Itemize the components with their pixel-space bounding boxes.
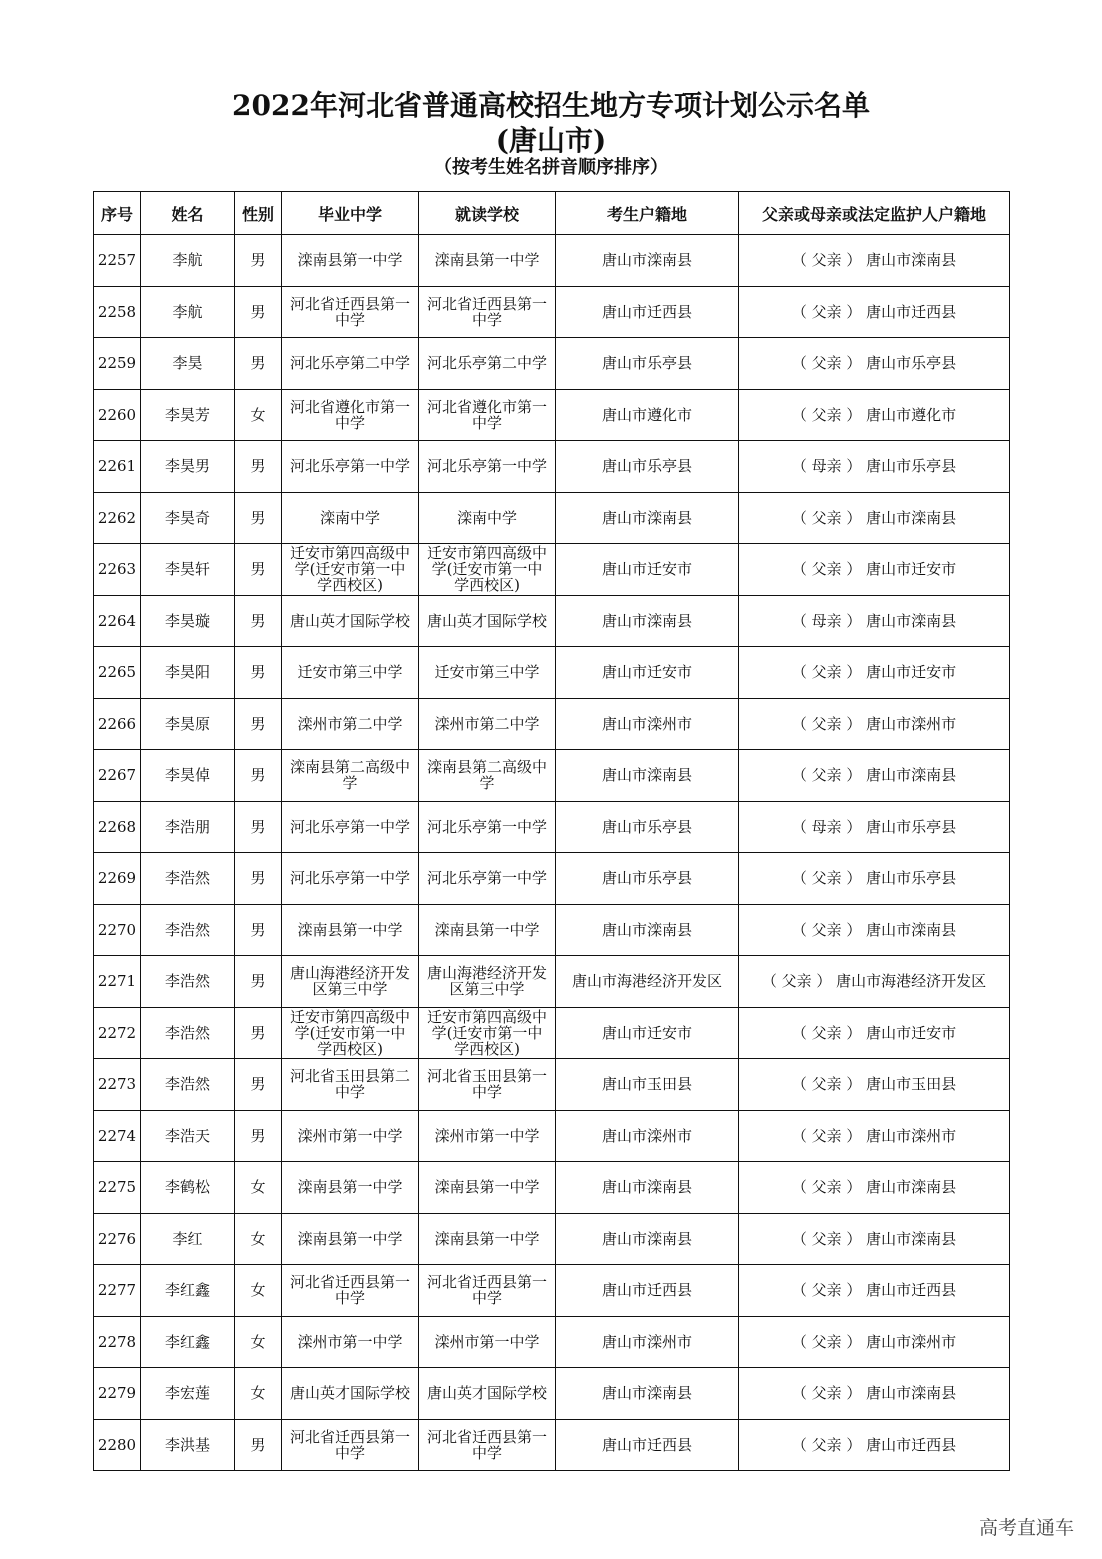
cell-gender: 男 xyxy=(235,698,282,750)
cell-gender: 男 xyxy=(235,647,282,699)
cell-no: 2271 xyxy=(94,956,141,1008)
cell-name: 李昊芳 xyxy=(141,389,235,441)
cell-no: 2272 xyxy=(94,1007,141,1059)
cell-hukou: 唐山市海港经济开发区 xyxy=(556,956,739,1008)
cell-hukou: 唐山市玉田县 xyxy=(556,1059,739,1111)
table-row xyxy=(94,1059,1010,1111)
cell-current-school: 河北省迁西县第一中学 xyxy=(419,286,556,338)
cell-no: 2269 xyxy=(94,853,141,905)
cell-no: 2276 xyxy=(94,1213,141,1265)
cell-no: 2262 xyxy=(94,492,141,544)
cell-gender: 男 xyxy=(235,235,282,287)
table-row xyxy=(94,235,1010,287)
sort-note: （按考生姓名拼音顺序排序） xyxy=(434,157,668,178)
table-row xyxy=(94,544,1010,596)
cell-gender: 女 xyxy=(235,1162,282,1214)
table-row xyxy=(94,1007,1010,1059)
table-row xyxy=(94,1316,1010,1368)
cell-gender: 女 xyxy=(235,389,282,441)
cell-guardian-hukou: （ 父亲 ） 唐山市玉田县 xyxy=(739,1059,1010,1111)
column-header-grad-school: 毕业中学 xyxy=(282,192,419,235)
cell-hukou: 唐山市滦南县 xyxy=(556,1213,739,1265)
cell-guardian-hukou: （ 父亲 ） 唐山市乐亭县 xyxy=(739,853,1010,905)
cell-no: 2260 xyxy=(94,389,141,441)
cell-gender: 女 xyxy=(235,1368,282,1420)
column-header-gender: 性别 xyxy=(235,192,282,235)
cell-no: 2277 xyxy=(94,1265,141,1317)
cell-current-school: 河北乐亭第一中学 xyxy=(419,801,556,853)
cell-hukou: 唐山市迁西县 xyxy=(556,1265,739,1317)
cell-gender: 女 xyxy=(235,1316,282,1368)
cell-current-school: 唐山海港经济开发区第三中学 xyxy=(419,956,556,1008)
cell-hukou: 唐山市迁安市 xyxy=(556,647,739,699)
cell-guardian-hukou: （ 父亲 ） 唐山市滦州市 xyxy=(739,1110,1010,1162)
cell-no: 2267 xyxy=(94,750,141,802)
cell-grad-school: 河北乐亭第一中学 xyxy=(282,441,419,493)
cell-current-school: 迁安市第四高级中学(迁安市第一中学西校区) xyxy=(419,1007,556,1059)
cell-guardian-hukou: （ 父亲 ） 唐山市滦南县 xyxy=(739,492,1010,544)
cell-name: 李昊轩 xyxy=(141,544,235,596)
page-subtitle: (唐山市) xyxy=(495,124,607,157)
table-row xyxy=(94,1419,1010,1471)
cell-hukou: 唐山市滦南县 xyxy=(556,750,739,802)
table-header xyxy=(94,192,1010,235)
cell-current-school: 迁安市第三中学 xyxy=(419,647,556,699)
cell-no: 2257 xyxy=(94,235,141,287)
cell-grad-school: 唐山英才国际学校 xyxy=(282,1368,419,1420)
cell-guardian-hukou: （ 父亲 ） 唐山市迁安市 xyxy=(739,1007,1010,1059)
cell-guardian-hukou: （ 父亲 ） 唐山市海港经济开发区 xyxy=(739,956,1010,1008)
column-header-no: 序号 xyxy=(94,192,141,235)
cell-gender: 男 xyxy=(235,286,282,338)
cell-guardian-hukou: （ 父亲 ） 唐山市迁西县 xyxy=(739,1265,1010,1317)
cell-guardian-hukou: （ 父亲 ） 唐山市滦州市 xyxy=(739,698,1010,750)
cell-hukou: 唐山市滦南县 xyxy=(556,1368,739,1420)
cell-guardian-hukou: （ 父亲 ） 唐山市滦州市 xyxy=(739,1316,1010,1368)
cell-gender: 男 xyxy=(235,492,282,544)
cell-current-school: 滦南县第一中学 xyxy=(419,904,556,956)
cell-no: 2259 xyxy=(94,338,141,390)
cell-name: 李昊阳 xyxy=(141,647,235,699)
cell-no: 2270 xyxy=(94,904,141,956)
cell-current-school: 河北省遵化市第一中学 xyxy=(419,389,556,441)
cell-guardian-hukou: （ 父亲 ） 唐山市滦南县 xyxy=(739,235,1010,287)
table-row xyxy=(94,698,1010,750)
cell-hukou: 唐山市迁安市 xyxy=(556,544,739,596)
cell-guardian-hukou: （ 母亲 ） 唐山市滦南县 xyxy=(739,595,1010,647)
cell-grad-school: 迁安市第四高级中学(迁安市第一中学西校区) xyxy=(282,544,419,596)
cell-hukou: 唐山市迁西县 xyxy=(556,1419,739,1471)
cell-guardian-hukou: （ 父亲 ） 唐山市遵化市 xyxy=(739,389,1010,441)
cell-hukou: 唐山市滦南县 xyxy=(556,904,739,956)
cell-grad-school: 滦南县第一中学 xyxy=(282,1162,419,1214)
cell-current-school: 迁安市第四高级中学(迁安市第一中学西校区) xyxy=(419,544,556,596)
cell-gender: 男 xyxy=(235,338,282,390)
cell-grad-school: 唐山英才国际学校 xyxy=(282,595,419,647)
cell-hukou: 唐山市滦南县 xyxy=(556,235,739,287)
cell-name: 李昊男 xyxy=(141,441,235,493)
cell-hukou: 唐山市遵化市 xyxy=(556,389,739,441)
cell-name: 李浩然 xyxy=(141,853,235,905)
cell-no: 2264 xyxy=(94,595,141,647)
cell-current-school: 滦南县第一中学 xyxy=(419,1213,556,1265)
cell-grad-school: 滦南中学 xyxy=(282,492,419,544)
cell-name: 李昊 xyxy=(141,338,235,390)
cell-guardian-hukou: （ 母亲 ） 唐山市乐亭县 xyxy=(739,801,1010,853)
cell-grad-school: 滦南县第一中学 xyxy=(282,235,419,287)
cell-guardian-hukou: （ 父亲 ） 唐山市乐亭县 xyxy=(739,338,1010,390)
cell-hukou: 唐山市乐亭县 xyxy=(556,801,739,853)
cell-guardian-hukou: （ 母亲 ） 唐山市乐亭县 xyxy=(739,441,1010,493)
cell-current-school: 河北乐亭第一中学 xyxy=(419,441,556,493)
cell-hukou: 唐山市滦南县 xyxy=(556,1162,739,1214)
table-row xyxy=(94,595,1010,647)
table-row xyxy=(94,389,1010,441)
cell-name: 李航 xyxy=(141,286,235,338)
cell-hukou: 唐山市滦州市 xyxy=(556,698,739,750)
cell-gender: 男 xyxy=(235,853,282,905)
cell-grad-school: 河北省玉田县第二中学 xyxy=(282,1059,419,1111)
table-row xyxy=(94,286,1010,338)
table-body xyxy=(94,235,1010,1471)
cell-hukou: 唐山市滦州市 xyxy=(556,1316,739,1368)
cell-hukou: 唐山市乐亭县 xyxy=(556,441,739,493)
page-title: 2022年河北省普通高校招生地方专项计划公示名单 xyxy=(232,89,870,122)
cell-current-school: 河北乐亭第一中学 xyxy=(419,853,556,905)
cell-name: 李昊原 xyxy=(141,698,235,750)
cell-hukou: 唐山市乐亭县 xyxy=(556,338,739,390)
cell-no: 2280 xyxy=(94,1419,141,1471)
cell-hukou: 唐山市迁安市 xyxy=(556,1007,739,1059)
table-row xyxy=(94,1162,1010,1214)
cell-current-school: 滦州市第一中学 xyxy=(419,1316,556,1368)
cell-grad-school: 河北乐亭第一中学 xyxy=(282,801,419,853)
cell-name: 李昊奇 xyxy=(141,492,235,544)
cell-guardian-hukou: （ 父亲 ） 唐山市迁安市 xyxy=(739,544,1010,596)
cell-no: 2266 xyxy=(94,698,141,750)
header-row xyxy=(94,192,1010,235)
cell-no: 2268 xyxy=(94,801,141,853)
cell-current-school: 滦南县第一中学 xyxy=(419,1162,556,1214)
cell-hukou: 唐山市乐亭县 xyxy=(556,853,739,905)
cell-name: 李宏莲 xyxy=(141,1368,235,1420)
cell-grad-school: 河北省迁西县第一中学 xyxy=(282,1265,419,1317)
cell-hukou: 唐山市滦南县 xyxy=(556,595,739,647)
column-header-guardian-hukou: 父亲或母亲或法定监护人户籍地 xyxy=(739,192,1010,235)
roster-table xyxy=(93,191,1010,1471)
cell-grad-school: 滦南县第一中学 xyxy=(282,1213,419,1265)
cell-name: 李浩然 xyxy=(141,904,235,956)
table-row xyxy=(94,1110,1010,1162)
cell-current-school: 唐山英才国际学校 xyxy=(419,595,556,647)
cell-grad-school: 河北乐亭第二中学 xyxy=(282,338,419,390)
table-row xyxy=(94,441,1010,493)
cell-gender: 男 xyxy=(235,441,282,493)
table-row xyxy=(94,1213,1010,1265)
cell-current-school: 滦州市第二中学 xyxy=(419,698,556,750)
watermark: 高考直通车 xyxy=(978,1517,1074,1539)
cell-hukou: 唐山市迁西县 xyxy=(556,286,739,338)
column-header-current-school: 就读学校 xyxy=(419,192,556,235)
cell-current-school: 滦南县第一中学 xyxy=(419,235,556,287)
cell-guardian-hukou: （ 父亲 ） 唐山市迁安市 xyxy=(739,647,1010,699)
cell-guardian-hukou: （ 父亲 ） 唐山市迁西县 xyxy=(739,286,1010,338)
cell-grad-school: 滦南县第二高级中学 xyxy=(282,750,419,802)
cell-no: 2275 xyxy=(94,1162,141,1214)
cell-name: 李昊璇 xyxy=(141,595,235,647)
table-row xyxy=(94,853,1010,905)
cell-grad-school: 滦州市第一中学 xyxy=(282,1110,419,1162)
cell-name: 李浩天 xyxy=(141,1110,235,1162)
column-header-hukou: 考生户籍地 xyxy=(556,192,739,235)
cell-hukou: 唐山市滦南县 xyxy=(556,492,739,544)
cell-guardian-hukou: （ 父亲 ） 唐山市滦南县 xyxy=(739,750,1010,802)
cell-gender: 男 xyxy=(235,1059,282,1111)
cell-grad-school: 河北省遵化市第一中学 xyxy=(282,389,419,441)
cell-current-school: 滦南中学 xyxy=(419,492,556,544)
cell-gender: 男 xyxy=(235,904,282,956)
cell-grad-school: 唐山海港经济开发区第三中学 xyxy=(282,956,419,1008)
cell-name: 李洪基 xyxy=(141,1419,235,1471)
cell-gender: 男 xyxy=(235,750,282,802)
cell-no: 2265 xyxy=(94,647,141,699)
cell-gender: 男 xyxy=(235,1007,282,1059)
cell-gender: 男 xyxy=(235,956,282,1008)
cell-no: 2278 xyxy=(94,1316,141,1368)
cell-gender: 男 xyxy=(235,544,282,596)
cell-current-school: 滦南县第二高级中学 xyxy=(419,750,556,802)
cell-gender: 女 xyxy=(235,1265,282,1317)
cell-guardian-hukou: （ 父亲 ） 唐山市滦南县 xyxy=(739,904,1010,956)
cell-grad-school: 滦州市第二中学 xyxy=(282,698,419,750)
cell-current-school: 河北省迁西县第一中学 xyxy=(419,1419,556,1471)
cell-gender: 女 xyxy=(235,1213,282,1265)
cell-name: 李浩然 xyxy=(141,1007,235,1059)
cell-no: 2279 xyxy=(94,1368,141,1420)
cell-guardian-hukou: （ 父亲 ） 唐山市滦南县 xyxy=(739,1213,1010,1265)
cell-name: 李红 xyxy=(141,1213,235,1265)
table-row xyxy=(94,492,1010,544)
cell-name: 李鹤松 xyxy=(141,1162,235,1214)
cell-current-school: 河北乐亭第二中学 xyxy=(419,338,556,390)
cell-grad-school: 河北省迁西县第一中学 xyxy=(282,286,419,338)
cell-current-school: 滦州市第一中学 xyxy=(419,1110,556,1162)
cell-current-school: 唐山英才国际学校 xyxy=(419,1368,556,1420)
cell-grad-school: 迁安市第四高级中学(迁安市第一中学西校区) xyxy=(282,1007,419,1059)
cell-no: 2274 xyxy=(94,1110,141,1162)
table-row xyxy=(94,904,1010,956)
cell-grad-school: 滦南县第一中学 xyxy=(282,904,419,956)
table-row xyxy=(94,750,1010,802)
cell-guardian-hukou: （ 父亲 ） 唐山市滦南县 xyxy=(739,1368,1010,1420)
table-row xyxy=(94,801,1010,853)
cell-guardian-hukou: （ 父亲 ） 唐山市滦南县 xyxy=(739,1162,1010,1214)
cell-current-school: 河北省玉田县第一中学 xyxy=(419,1059,556,1111)
table-row xyxy=(94,1368,1010,1420)
cell-current-school: 河北省迁西县第一中学 xyxy=(419,1265,556,1317)
cell-no: 2263 xyxy=(94,544,141,596)
cell-no: 2273 xyxy=(94,1059,141,1111)
cell-gender: 男 xyxy=(235,1419,282,1471)
cell-name: 李浩然 xyxy=(141,956,235,1008)
table-row xyxy=(94,647,1010,699)
cell-name: 李昊倬 xyxy=(141,750,235,802)
cell-gender: 男 xyxy=(235,1110,282,1162)
cell-grad-school: 滦州市第一中学 xyxy=(282,1316,419,1368)
table-row xyxy=(94,338,1010,390)
table-row xyxy=(94,956,1010,1008)
cell-no: 2261 xyxy=(94,441,141,493)
cell-name: 李浩然 xyxy=(141,1059,235,1111)
table-row xyxy=(94,1265,1010,1317)
cell-name: 李红鑫 xyxy=(141,1316,235,1368)
column-header-name: 姓名 xyxy=(141,192,235,235)
cell-grad-school: 河北乐亭第一中学 xyxy=(282,853,419,905)
cell-no: 2258 xyxy=(94,286,141,338)
cell-gender: 男 xyxy=(235,801,282,853)
cell-grad-school: 河北省迁西县第一中学 xyxy=(282,1419,419,1471)
cell-grad-school: 迁安市第三中学 xyxy=(282,647,419,699)
cell-name: 李航 xyxy=(141,235,235,287)
cell-gender: 男 xyxy=(235,595,282,647)
cell-hukou: 唐山市滦州市 xyxy=(556,1110,739,1162)
cell-name: 李红鑫 xyxy=(141,1265,235,1317)
cell-guardian-hukou: （ 父亲 ） 唐山市迁西县 xyxy=(739,1419,1010,1471)
cell-name: 李浩朋 xyxy=(141,801,235,853)
